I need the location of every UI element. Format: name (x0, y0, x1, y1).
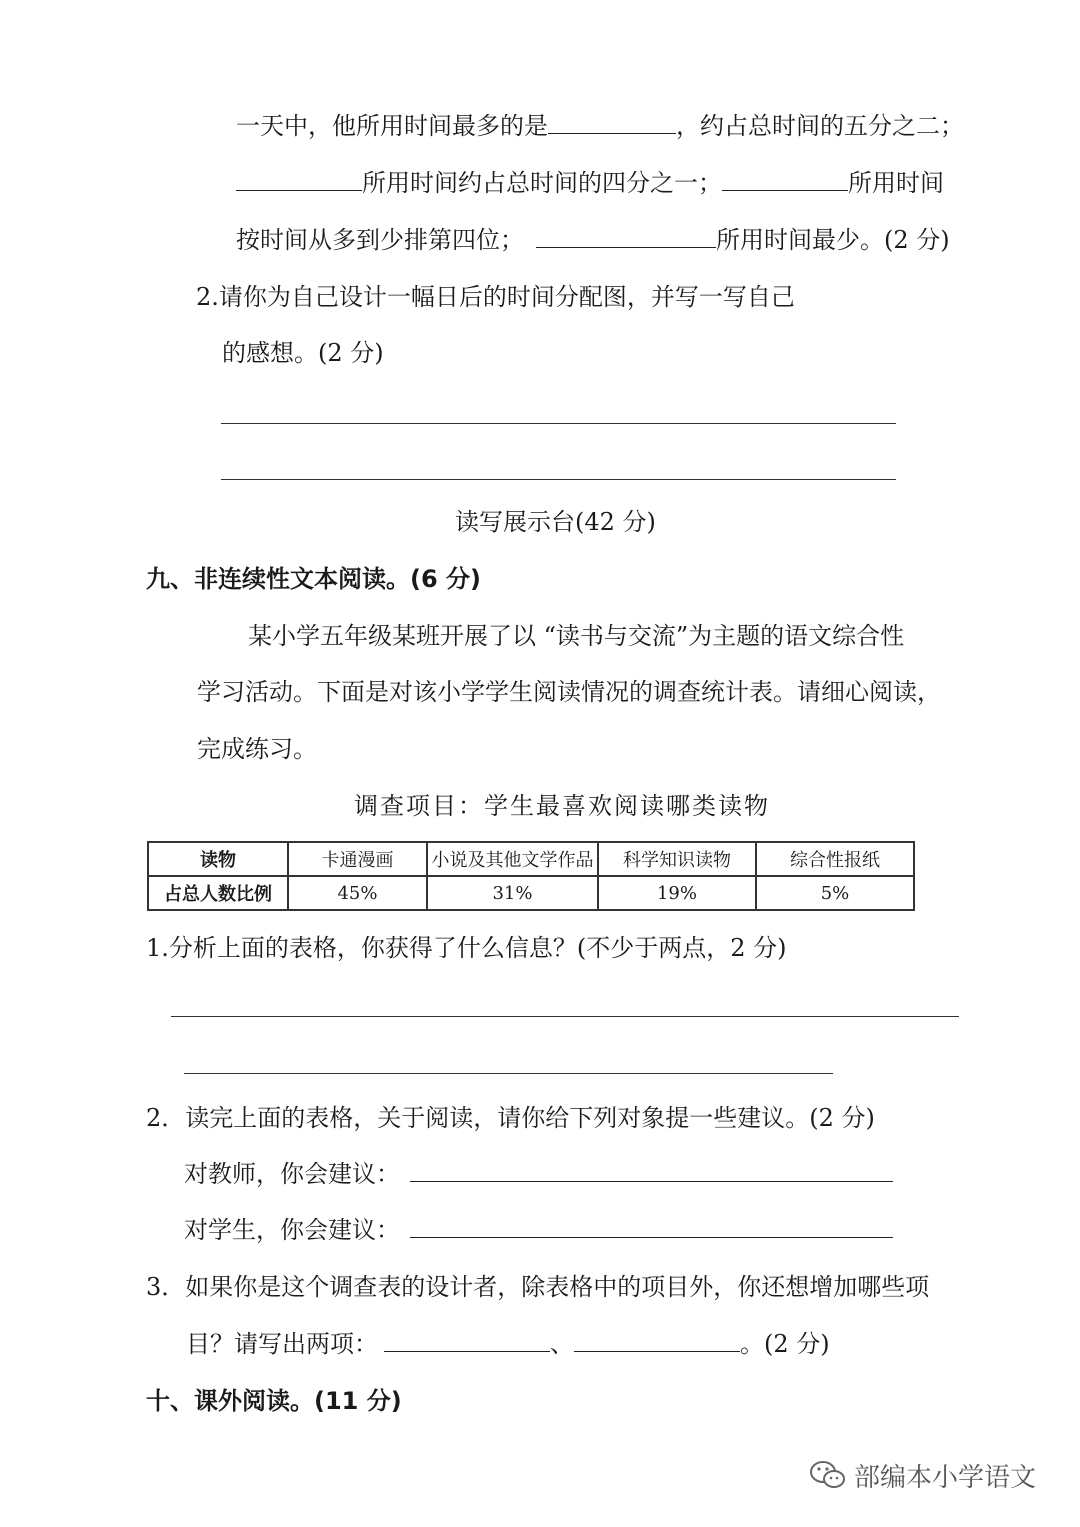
sub3-end: 。(2 分) (740, 1330, 830, 1358)
q8-line3-text-a: 按时间从多到少排第四位； (236, 226, 524, 254)
q9-sub3-line1: 3．如果你是这个调查表的设计者，除表格中的项目外，你还想增加哪些项 (146, 1273, 930, 1301)
section-title: 读写展示台(42 分) (455, 508, 656, 536)
student-label: 对学生，你会建议： (184, 1216, 400, 1244)
sub3-separator: 、 (550, 1330, 574, 1358)
survey-table (147, 841, 915, 911)
wechat-icon (808, 1459, 848, 1498)
table-cell: 5% (756, 876, 914, 910)
q9-sub3-line2 (186, 1328, 830, 1360)
table-header-cell: 小说及其他文学作品 (427, 842, 598, 876)
answer-blank[interactable] (236, 168, 362, 191)
table-row (148, 876, 914, 910)
table-header-row (148, 842, 914, 876)
sub3-prompt: 目？请写出两项： (186, 1330, 378, 1358)
q8-line1-text-b: ，约占总时间的五分之二； (676, 112, 964, 140)
q8-line2 (236, 167, 944, 199)
q9-sub2-student (184, 1214, 893, 1246)
answer-blank[interactable] (548, 111, 676, 134)
table-cell: 19% (598, 876, 756, 910)
q8-line2-text-a: 所用时间约占总时间的四分之一； (362, 169, 722, 197)
q10-heading: 十、课外阅读。(11 分) (146, 1387, 402, 1415)
answer-blank[interactable] (574, 1329, 740, 1352)
table-header-cell: 综合性报纸 (756, 842, 914, 876)
answer-line[interactable] (221, 423, 896, 424)
q9-heading: 九、非连续性文本阅读。(6 分) (146, 565, 481, 593)
q9-intro-line1: 某小学五年级某班开展了以 “读书与交流”为主题的语文综合性 (248, 622, 905, 650)
q8-line3-text-b: 所用时间最少。(2 分) (716, 226, 950, 254)
answer-blank[interactable] (722, 168, 848, 191)
table-header-cell: 科学知识读物 (598, 842, 756, 876)
answer-blank[interactable] (384, 1329, 550, 1352)
watermark-text: 部编本小学语文 (854, 1463, 1037, 1493)
table-header-cell: 卡通漫画 (288, 842, 427, 876)
table-header-cell: 读物 (148, 842, 288, 876)
answer-line[interactable] (221, 479, 896, 480)
answer-blank[interactable] (410, 1215, 893, 1238)
q9-sub1: 1.分析上面的表格，你获得了什么信息？(不少于两点，2 分) (146, 934, 787, 962)
q8-sub2-line1: 2.请你为自己设计一幅日后的时间分配图，并写一写自己 (196, 283, 795, 311)
answer-line[interactable] (184, 1073, 833, 1074)
q9-intro-line2: 学习活动。下面是对该小学学生阅读情况的调查统计表。请细心阅读， (197, 678, 941, 706)
table-cell: 45% (288, 876, 427, 910)
answer-blank[interactable] (410, 1159, 893, 1182)
q9-sub2-teacher (184, 1158, 893, 1190)
table-cell: 占总人数比例 (148, 876, 288, 910)
q8-line3 (236, 224, 950, 256)
teacher-label: 对教师，你会建议： (184, 1160, 400, 1188)
q9-intro-line3: 完成练习。 (197, 735, 317, 763)
q9-sub2: 2．读完上面的表格，关于阅读，请你给下列对象提一些建议。(2 分) (146, 1104, 875, 1132)
table-caption: 调查项目：学生最喜欢阅读哪类读物 (354, 792, 770, 820)
q8-line1 (236, 110, 964, 142)
answer-line[interactable] (171, 1016, 959, 1017)
q8-line1-text-a: 一天中，他所用时间最多的是 (236, 112, 548, 140)
watermark (808, 1457, 1036, 1498)
answer-blank[interactable] (536, 225, 716, 248)
q8-sub2-line2: 的感想。(2 分) (222, 339, 384, 367)
q8-line2-text-b: 所用时间 (848, 169, 944, 197)
table-cell: 31% (427, 876, 598, 910)
